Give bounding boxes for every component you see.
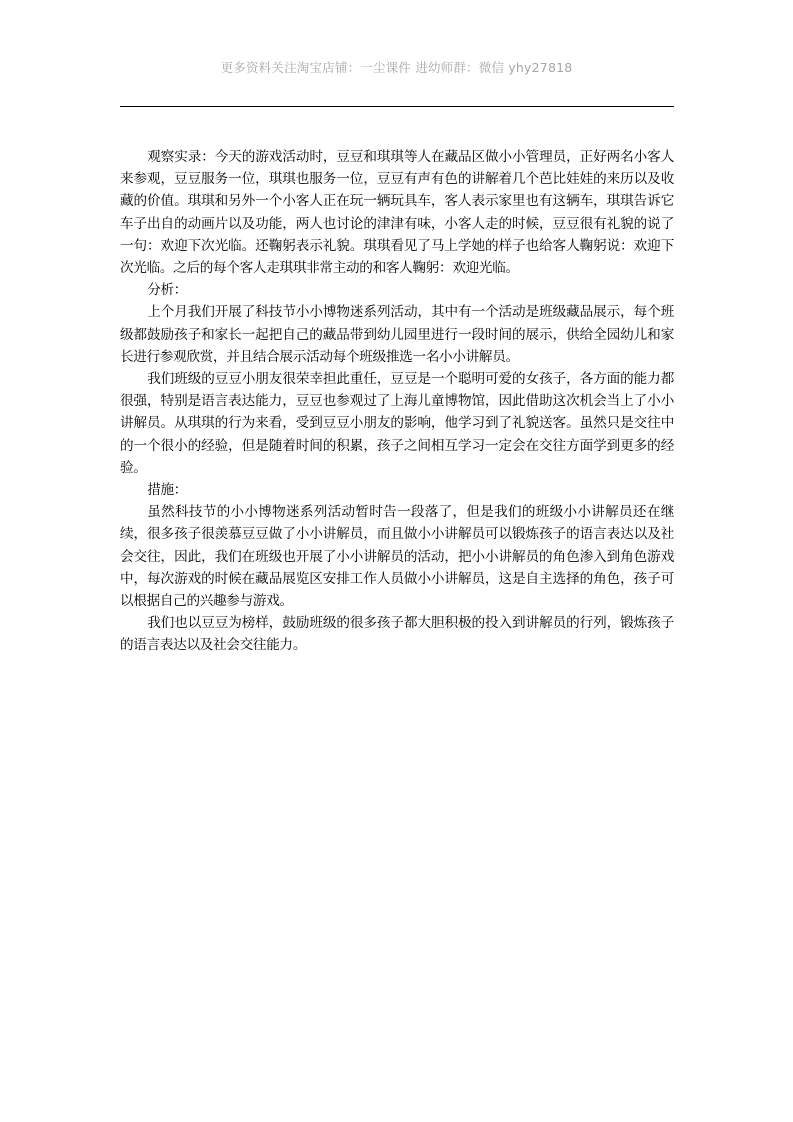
observation-paragraph: 观察实录：今天的游戏活动时，豆豆和琪琪等人在藏品区做小小管理员，正好两名小客人来参观，豆豆服务一位，琪琪也服务一位，豆豆有声有色的讲解着几个芭比娃娃的来历以及收藏的价值。琪琪和另外一个小客人正在玩一辆玩具车，客人表示家里也有这辆车，琪琪告诉它车子出自的动画片以及功能，两人也讨论的津津有味，小客人走的时候，豆豆很有礼貌的说了一句：欢迎下次光临。还鞠躬表示礼貌。琪琪看见了马上学她的样子也给客人鞠躬说：欢迎下次光临。之后的每个客人走琪琪非常主动的和客人鞠躬：欢迎光临。	[120, 149, 674, 277]
analysis-paragraph-1: 上个月我们开展了科技节小小博物迷系列活动，其中有一个活动是班级藏品展示，每个班级都鼓励孩子和家长一起把自己的藏品带到幼儿园里进行一段时间的展示，供给全园幼儿和家长进行参观欣赏，并且结合展示活动每个班级推选一名小小讲解员。	[120, 304, 674, 365]
measures-paragraph-2: 我们也以豆豆为榜样，鼓励班级的很多孩子都大胆积极的投入到讲解员的行列，锻炼孩子的语言表达以及社会交往能力。	[120, 615, 674, 654]
analysis-heading: 分析：	[147, 282, 188, 299]
header-divider	[120, 106, 674, 107]
document-body	[120, 146, 674, 657]
page-header: 更多资料关注淘宝店铺：一尘课件 进幼师群：微信 yhy27818	[220, 60, 573, 75]
measures-heading: 措施：	[147, 482, 188, 499]
analysis-paragraph-2: 我们班级的豆豆小朋友很荣幸担此重任，豆豆是一个聪明可爱的女孩子，各方面的能力都很强，特别是语言表达能力，豆豆也参观过了上海儿童博物馆，因此借助这次机会当上了小小讲解员。从琪琪的行为来看，受到豆豆小朋友的影响，他学习到了礼貌送客。虽然只是交往中的一个很小的经验，但是随着时间的积累，孩子之间相互学习一定会在交往方面学到更多的经验。	[120, 371, 674, 476]
measures-paragraph-1: 虽然科技节的小小博物迷系列活动暂时告一段落了，但是我们的班级小小讲解员还在继续，很多孩子很羡慕豆豆做了小小讲解员，而且做小小讲解员可以锻炼孩子的语言表达以及社会交往，因此，我们在班级也开展了小小讲解员的活动，把小小讲解员的角色渗入到角色游戏中，每次游戏的时候在藏品展览区安排工作人员做小小讲解员，这是自主选择的角色，孩子可以根据自己的兴趣参与游戏。	[120, 504, 674, 610]
